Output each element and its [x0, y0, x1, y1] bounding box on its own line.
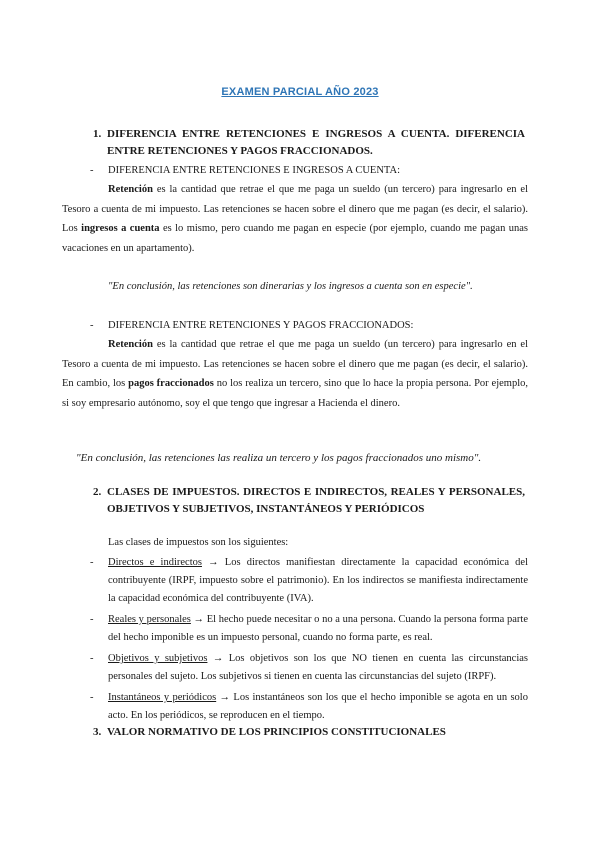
- section-3-number: 3.: [93, 726, 102, 738]
- section-3-heading: [93, 724, 525, 741]
- tax-class-term: Instantáneos y periódicos: [108, 692, 217, 703]
- document-title: EXAMEN PARCIAL AÑO 2023: [221, 86, 379, 98]
- tax-class-item: - Objetivos y subjetivos → Los objetivos son los que NO tienen en cuenta las circunstancias personales del sujeto. Los subjetivos si tienen en cuenta las circunstancias del sujeto (IRPF).: [90, 650, 528, 686]
- term-retencion-2: Retención: [108, 339, 153, 350]
- section-2-heading: [93, 484, 525, 518]
- tax-class-term: Objetivos y subjetivos: [108, 653, 208, 664]
- section-1-number: 1.: [93, 128, 102, 140]
- tax-class-item: - Reales y personales → El hecho puede necesitar o no a una persona. Cuando la persona forma parte del hecho imponible es un impuesto personal, cuando no forma parte, es real.: [90, 611, 528, 647]
- section-2-title: CLASES DE IMPUESTOS. DIRECTOS E INDIRECTOS, REALES Y PERSONALES, OBJETIVOS Y SUBJETIVOS, INSTANTÁNEOS Y PERIÓDICOS: [107, 486, 525, 515]
- section-2-number: 2.: [93, 486, 102, 498]
- section-1-sub-1-paragraph: Retención es la cantidad que retrae el que me paga un sueldo (un tercero) para ingresarlo en el Tesoro a cuenta de mi impuesto. Las retenciones se hacen sobre el dinero que me pagan (es decir, el salario). Los ingresos a cuenta es lo mismo, pero cuando me pagan en especie (por ejemplo, cuando me pagan unas vacaciones en un apartamento).: [62, 184, 529, 254]
- tax-class-item: - Directos e indirectos → Los directos manifiestan directamente la capacidad económica del contribuyente (IRPF, impuesto sobre el patrimonio). En los indirectos se manifiesta indirectamente la capacidad económica del contribuyente (IVA).: [90, 554, 528, 608]
- section-1-title: DIFERENCIA ENTRE RETENCIONES E INGRESOS A CUENTA. DIFERENCIA ENTRE RETENCIONES Y PAGOS FRACCIONADOS.: [107, 128, 525, 157]
- section-1-sub-1-label: - DIFERENCIA ENTRE RETENCIONES E INGRESOS A CUENTA:: [90, 162, 528, 180]
- tax-class-term: Directos e indirectos: [108, 557, 202, 568]
- term-retencion-1: Retención: [108, 184, 153, 195]
- term-ingresos-a-cuenta: ingresos a cuenta: [81, 223, 160, 234]
- section-1-sub-2-paragraph: Retención es la cantidad que retrae el que me paga un sueldo (un tercero) para ingresarlo en el Tesoro a cuenta de mi impuesto. Las retenciones se hacen sobre el dinero que me pagan (es decir, el salario). En cambio, los pagos fraccionados no los realiza un tercero, sino que lo hace la propia persona. Por ejemplo, si soy empresario autónomo, soy el que tengo que ingresar a Hacienda el dinero.: [62, 339, 528, 409]
- section-2-intro: Las clases de impuestos son los siguientes:: [108, 537, 289, 548]
- section-1-sub-2-quote: "En conclusión, las retenciones las realiza un tercero y los pagos fraccionados uno mismo".: [76, 452, 482, 464]
- section-3-title: VALOR NORMATIVO DE LOS PRINCIPIOS CONSTITUCIONALES: [107, 726, 446, 738]
- tax-class-term: Reales y personales: [108, 614, 191, 625]
- term-pagos-fraccionados: pagos fraccionados: [128, 378, 214, 389]
- section-1-sub-2-label: - DIFERENCIA ENTRE RETENCIONES Y PAGOS FRACCIONADOS:: [90, 317, 528, 335]
- section-1-heading: [93, 126, 525, 160]
- tax-class-item: - Instantáneos y periódicos → Los instantáneos son los que el hecho imponible se agota en un solo acto. En los periódicos, se reproducen en el tiempo.: [90, 689, 528, 725]
- section-1-sub-1-quote: "En conclusión, las retenciones son dinerarias y los ingresos a cuenta son en especie".: [108, 281, 473, 292]
